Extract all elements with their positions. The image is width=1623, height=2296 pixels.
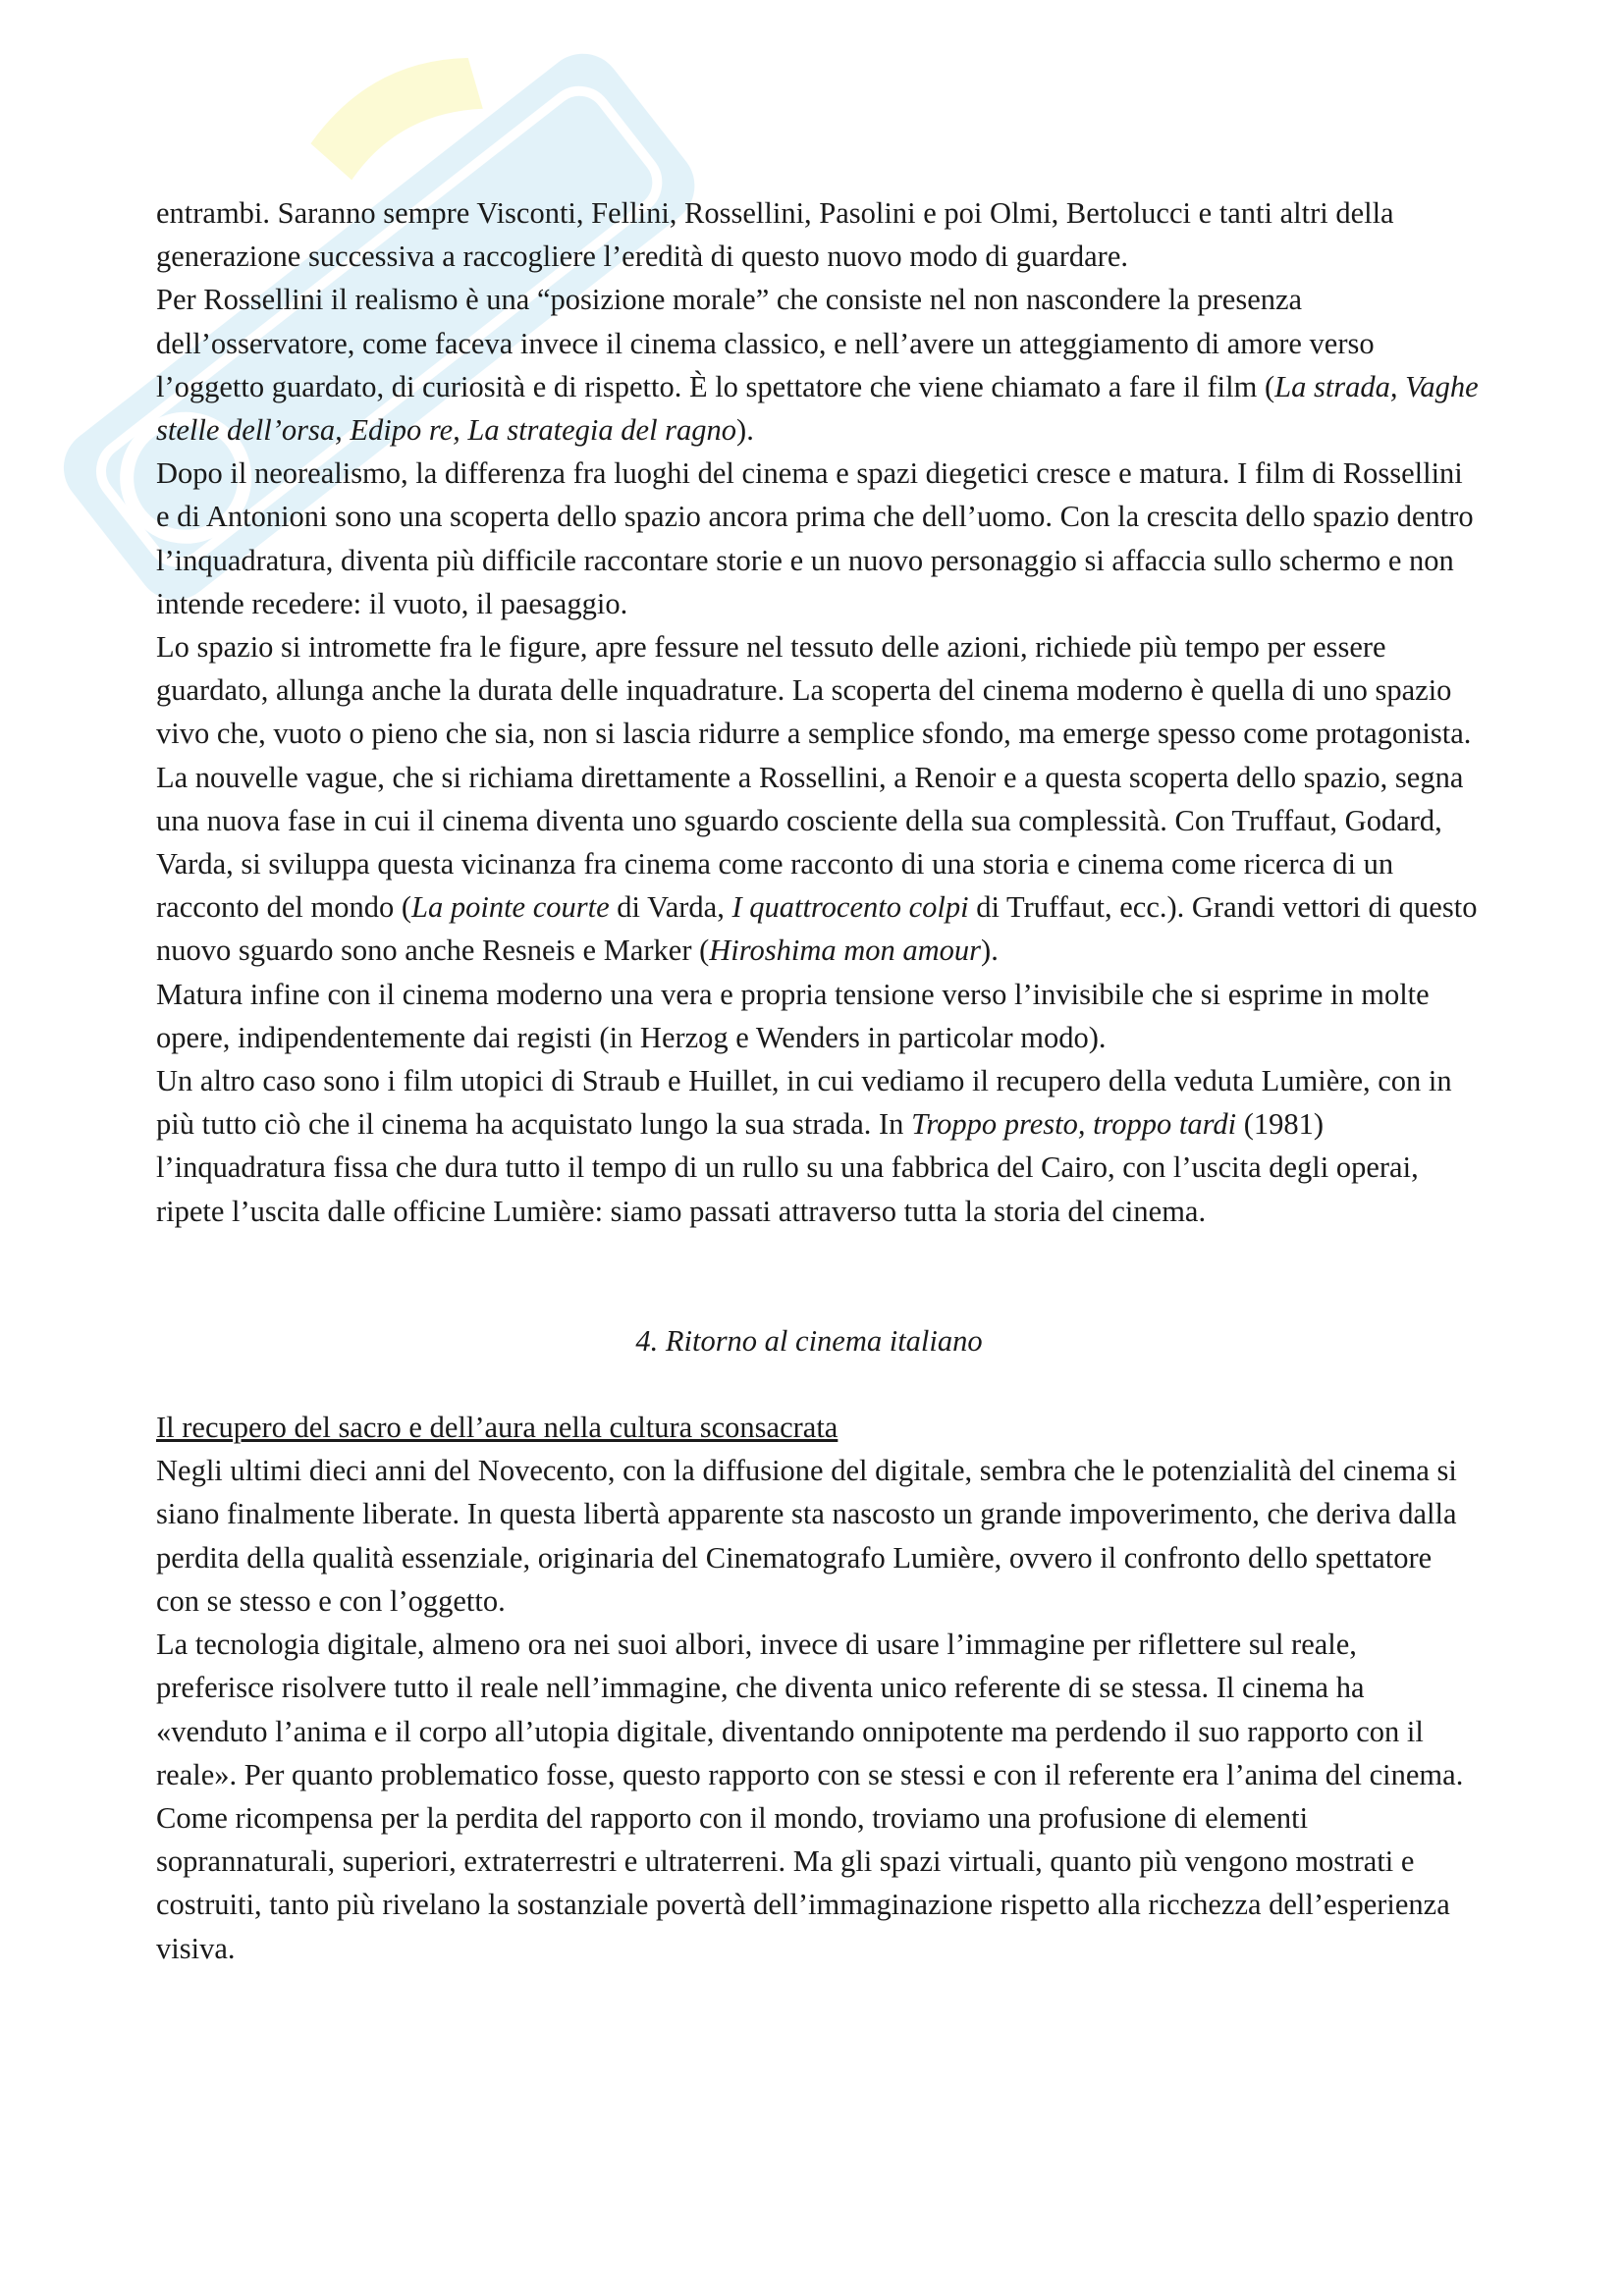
paragraph <box>156 191 1482 278</box>
paragraph <box>156 973 1482 1059</box>
film-title: Hiroshima mon amour <box>709 934 982 968</box>
text-run: La tecnologia digitale, almeno ora nei suoi albori, invece di usare l’immagine per riflettere sul reale, preferisce risolvere tutto il reale nell’immagine, che diventa unico referente di se stessa. Il cinema ha «venduto l’anima e il corpo all’utopia digitale, diventando onnipotente ma perdendo il suo rapporto con il reale». Per quanto problematico fosse, questo rapporto con se stessi e con il referente era l’anima del cinema. <box>156 1628 1464 1791</box>
paragraph <box>156 1059 1482 1233</box>
paragraph <box>156 756 1482 973</box>
text-run: di Varda, <box>609 890 732 925</box>
text-run: Dopo il neorealismo, la differenza fra luoghi del cinema e spazi diegetici cresce e matura. I film di Rossellini e di Antonioni sono una scoperta dello spazio ancora prima che dell’uomo. Con la crescita dello spazio dentro l’inquadratura, diventa più difficile raccontare storie e un nuovo personaggio si affaccia sullo schermo e non intende recedere: il vuoto, il paesaggio. <box>156 456 1474 620</box>
text-run: Come ricompensa per la perdita del rapporto con il mondo, troviamo una profusione di elementi soprannaturali, superiori, extraterrestri e ultraterreni. Ma gli spazi virtuali, quanto più vengono mostrati e costruiti, tanto più rivelano la sostanziale povertà dell’immaginazione rispetto alla ricchezza dell’esperienza visiva. <box>156 1800 1450 1965</box>
text-run: Matura infine con il cinema moderno una vera e propria tensione verso l’invisibile che si esprime in molte opere, indipendentemente dai registi (in Herzog e Wenders in particolar modo). <box>156 977 1430 1054</box>
paragraph <box>156 1449 1482 1623</box>
film-title: I quattrocento colpi <box>731 890 969 925</box>
text-run: La nouvelle vague, che si richiama direttamente a Rossellini, a Renoir e a questa scoperta dello spazio, segna una nuova fase in cui il cinema diventa uno sguardo cosciente della sua complessità. Con Truffaut, Godard, Varda, si sviluppa questa vicinanza fra cinema come racconto di una storia e cinema come ricerca di un racconto del mondo ( <box>156 760 1464 925</box>
document-page <box>156 191 1482 1970</box>
spacer <box>156 1362 1482 1406</box>
text-run: Un altro caso sono i film utopici di Straub e Huillet, in cui vediamo il recupero della veduta Lumière, con in più tutto ciò che il cinema ha acquistato lungo la sua strada. In <box>156 1064 1452 1142</box>
spacer <box>156 1233 1482 1319</box>
text-run: entrambi. Saranno sempre Visconti, Fellini, Rossellini, Pasolini e poi Olmi, Bertolucci e tanti altri della generazione successiva a raccogliere l’eredità di questo nuovo modo di guardare. <box>156 196 1394 274</box>
watermark-accent <box>304 27 498 206</box>
text-run: (1981) l’inquadratura fissa che dura tutto il tempo di un rullo su una fabbrica del Cairo, con l’uscita degli operai, ripete l’uscita dalle officine Lumière: siamo passati attraverso tutta la storia del cinema. <box>156 1107 1419 1228</box>
paragraph <box>156 1623 1482 1796</box>
body-text-part1 <box>156 191 1482 1233</box>
paragraph <box>156 278 1482 452</box>
film-title: La pointe courte <box>411 890 610 925</box>
text-run: Negli ultimi dieci anni del Novecento, con la diffusione del digitale, sembra che le potenzialità del cinema si siano finalmente liberate. In questa libertà apparente sta nascosto un grande impoverimento, che deriva dalla perdita della qualità essenziale, originaria del Cinematografo Lumière, ovvero il confronto dello spettatore con se stesso e con l’oggetto. <box>156 1454 1457 1618</box>
text-run: ). <box>736 413 754 448</box>
section-subheading: Il recupero del sacro e dell’aura nella cultura sconsacrata <box>156 1411 839 1445</box>
paragraph <box>156 452 1482 625</box>
paragraph <box>156 1796 1482 1970</box>
text-run: Per Rossellini il realismo è una “posizione morale” che consiste nel non nascondere la presenza dell’osservatore, come faceva invece il cinema classico, e nell’avere un atteggiamento di amore verso l’oggetto guardato, di curiosità e di rispetto. È lo spettatore che viene chiamato a fare il film ( <box>156 283 1375 403</box>
paragraph <box>156 625 1482 756</box>
section-heading: 4. Ritorno al cinema italiano <box>635 1323 983 1358</box>
film-title: La strada, Vaghe stelle dell’orsa, Edipo re, La strategia del ragno <box>156 369 1479 448</box>
body-text-part2 <box>156 1449 1482 1969</box>
text-run: di Truffaut, ecc.). Grandi vettori di questo nuovo sguardo sono anche Resneis e Marker ( <box>156 890 1478 968</box>
film-title: Troppo presto, troppo tardi <box>911 1107 1237 1142</box>
text-run: Lo spazio si intromette fra le figure, apre fessure nel tessuto delle azioni, richiede più tempo per essere guardato, allunga anche la durata delle inquadrature. La scoperta del cinema moderno è quella di uno spazio vivo che, vuoto o pieno che sia, non si lascia ridurre a semplice sfondo, ma emerge spesso come protagonista. <box>156 630 1472 751</box>
text-run: ). <box>981 934 999 968</box>
